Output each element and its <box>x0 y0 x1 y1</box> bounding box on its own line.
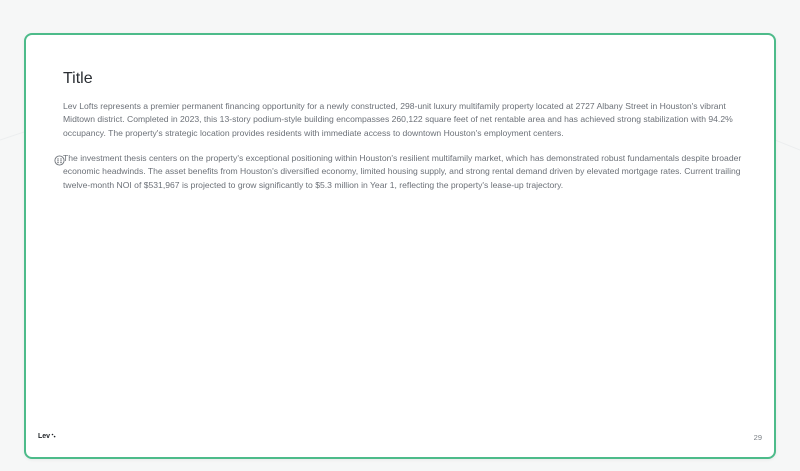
page-number: 29 <box>753 433 762 442</box>
paragraph-overview[interactable]: Lev Lofts represents a premier permanent financing opportunity for a newly constructed, 298-unit luxury multifamily property located at 2727 Albany Street in Houston's vibrant Midtown district. Completed in 2023, this 13-story podium-style building encompasses 260,122 square feet of net rentable area and has achieved strong stabilization with 94.2% occupancy. The property's strategic location provides residents with immediate access to downtown Houston's employment centers. <box>63 101 733 138</box>
slide-card[interactable] <box>24 33 776 459</box>
logo-mark-icon <box>51 433 56 440</box>
paragraph-investment-thesis[interactable]: The investment thesis centers on the property's exceptional positioning within Houston's resilient multifamily market, which has demonstrated robust fundamentals despite broader economic headwinds. The asset benefits from Houston's diversified economy, limited housing supply, and strong rental demand driven by elevated mortgage rates. Current trailing twelve-month NOI of $531,967 is projected to grow significantly to $5.3 million in Year 1, reflecting the property's lease-up trajectory. <box>63 153 742 190</box>
footer-logo-text: Lev <box>38 433 51 440</box>
slide-title[interactable]: Title <box>63 70 93 87</box>
footer-logo <box>38 433 56 440</box>
